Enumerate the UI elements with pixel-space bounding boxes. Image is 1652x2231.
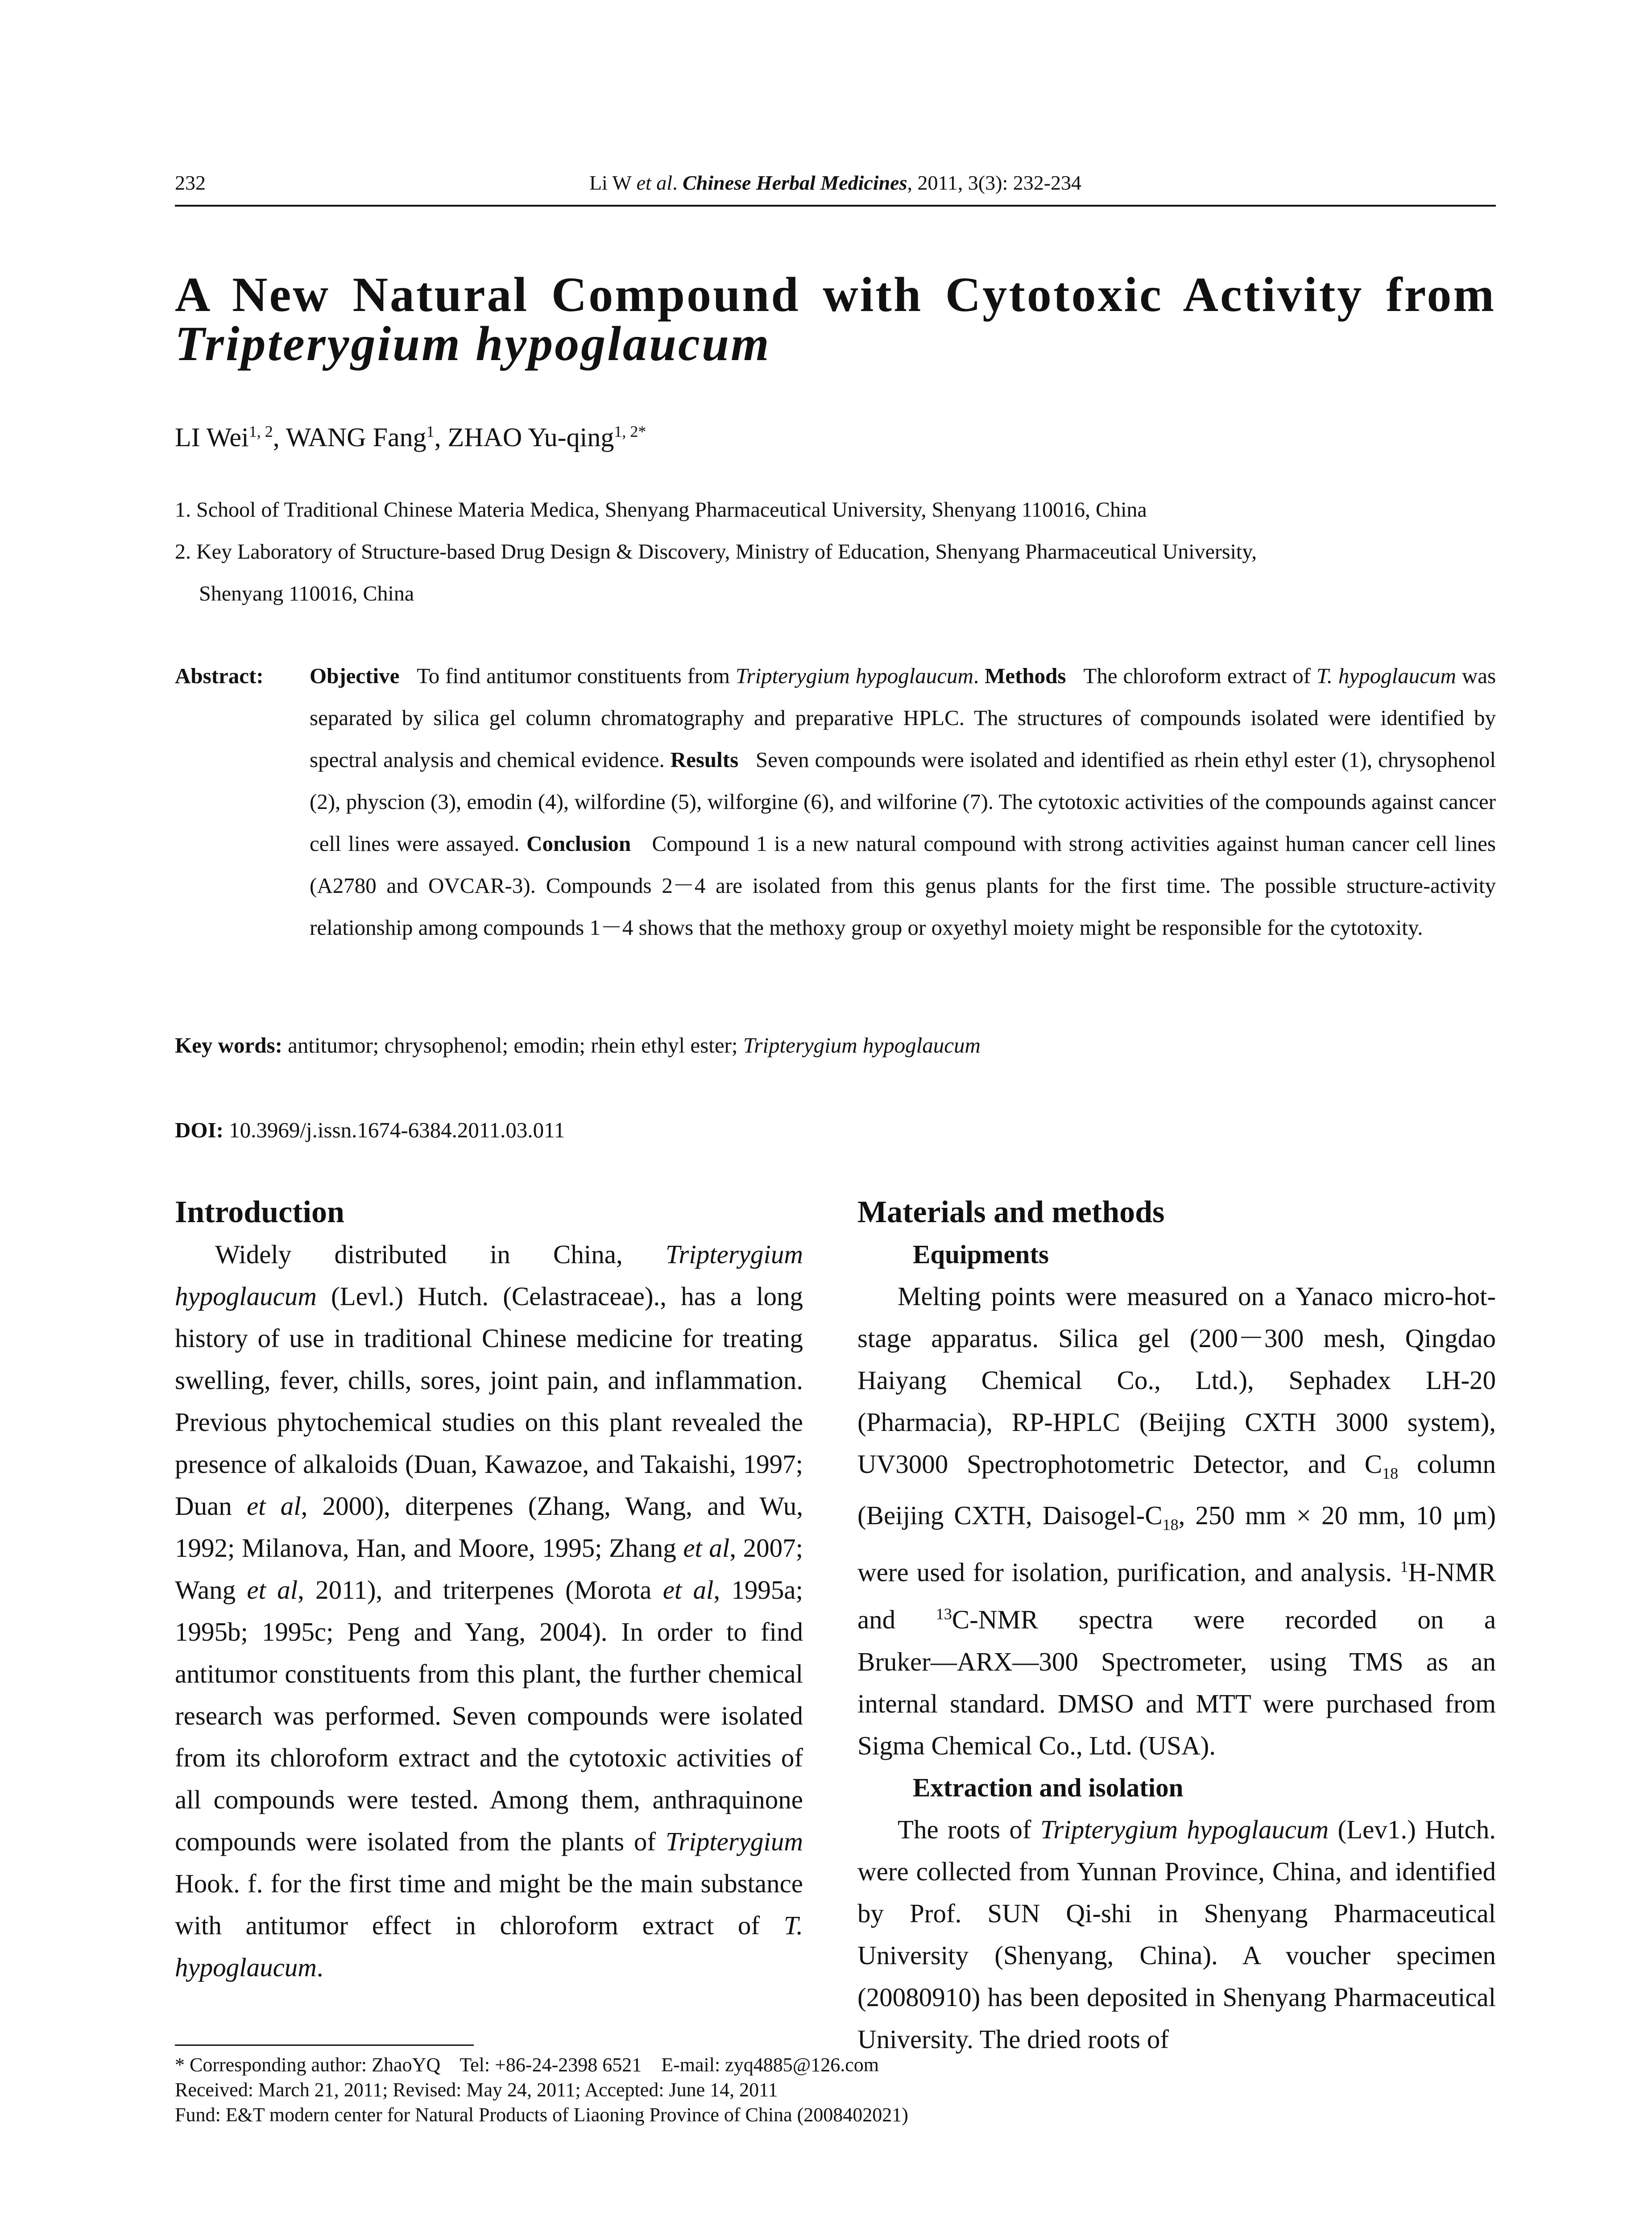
title-line-2: Tripterygium hypoglaucum bbox=[175, 316, 771, 371]
abstract bbox=[175, 655, 1496, 949]
article-title bbox=[175, 267, 1496, 371]
footnotes bbox=[175, 2053, 908, 2127]
affiliation-1: 1. School of Traditional Chinese Materia Medica, Shenyang Pharmaceutical University, Shenyang 110016, China bbox=[175, 498, 1147, 522]
methods-column bbox=[857, 1191, 1496, 2060]
received-dates: Received: March 21, 2011; Revised: May 24, 2011; Accepted: June 14, 2011 bbox=[175, 2079, 778, 2101]
footnote-rule bbox=[175, 2044, 474, 2046]
abstract-body: Objective To find antitumor constituents from Tripterygium hypoglaucum. Methods The chloroform extract of T. hypoglaucum was separated by silica gel column chromatography and preparative HPLC. The structures of compounds isolated were identified by spectral analysis and chemical evidence. Results Seven compounds were isolated and identified as rhein ethyl ester (1), chrysophenol (2), physcion (3), emodin (4), wilfordine (5), wilforgine (6), and wilforine (7). The cytotoxic activities of the compounds against cancer cell lines were assayed. Conclusion Compound 1 is a new natural compound with strong activities against human cancer cell lines (A2780 and OVCAR-3). Compounds 2－4 are isolated from this genus plants for the first time. The possible structure-activity relationship among compounds 1－4 shows that the methoxy group or oxyethyl moiety might be responsible for the cytotoxity. bbox=[310, 663, 1496, 940]
fund-note: Fund: E&T modern center for Natural Products of Liaoning Province of China (2008402021) bbox=[175, 2104, 908, 2126]
doi: DOI: 10.3969/j.issn.1674-6384.2011.03.011 bbox=[175, 1118, 565, 1142]
equipments-heading: Equipments bbox=[913, 1240, 1049, 1269]
corresponding-author: * Corresponding author: ZhaoYQ Tel: +86-24-2398 6521 E-mail: zyq4885@126.com bbox=[175, 2054, 879, 2076]
title-line-1: A New Natural Compound with Cytotoxic Activity from bbox=[175, 267, 1496, 322]
keywords: Key words: antitumor; chrysophenol; emodin; rhein ethyl ester; Tripterygium hypoglaucum bbox=[175, 1033, 981, 1057]
page-header bbox=[175, 171, 1496, 207]
running-head: Li W et al. Chinese Herbal Medicines, 2011, 3(3): 232-234 bbox=[589, 171, 1082, 194]
author-list: LI Wei$^{1, 2}$, WANG Fang$^1$, ZHAO Yu-qing$^{1, 2*}$ bbox=[175, 423, 646, 452]
introduction-heading: Introduction bbox=[175, 1195, 344, 1229]
page-number: 232 bbox=[175, 171, 206, 194]
equipments-paragraph: Melting points were measured on a Yanaco micro-hot-stage apparatus. Silica gel (200－300 mesh, Qingdao Haiyang Chemical Co., Ltd.), Sephadex LH-20 (Pharmacia), RP-HPLC (Beijing CXTH 3000 system), UV3000 Spectrophotometric Detector, and $C_{18}$ column (Beijing CXTH, Daisogel-$C_{18}$, 250 mm × 20 mm, 10 μm) were used for isolation, purification, and analysis. $^1$H-NMR and $^{13}$C-NMR spectra were recorded on a Bruker―ARX―300 Spectrometer, using TMS as an internal standard. DMSO and MTT were purchased from Sigma Chemical Co., Ltd. (USA). bbox=[857, 1281, 1496, 1760]
extraction-heading: Extraction and isolation bbox=[913, 1772, 1184, 1802]
introduction-paragraph: Widely distributed in China, Tripterygium hypoglaucum (Levl.) Hutch. (Celastraceae)., has a long history of use in traditional Chinese medicine for treating swelling, fever, chills, sores, joint pain, and inflammation. Previous phytochemical studies on this plant revealed the presence of alkaloids (Duan, Kawazoe, and Takaishi, 1997; Duan et al, 2000), diterpenes (Zhang, Wang, and Wu, 1992; Milanova, Han, and Moore, 1995; Zhang et al, 2007; Wang et al, 2011), and triterpenes (Morota et al, 1995a; 1995b; 1995c; Peng and Yang, 2004). In order to find antitumor constituents from this plant, the further chemical research was performed. Seven compounds were isolated from its chloroform extract and the cytotoxic activities of all compounds were tested. Among them, anthraquinone compounds were isolated from the plants of Tripterygium Hook. f. for the first time and might be the main substance with antitumor effect in chloroform extract of T. hypoglaucum. bbox=[175, 1240, 803, 1982]
abstract-label: Abstract: bbox=[175, 663, 264, 688]
extraction-paragraph: The roots of Tripterygium hypoglaucum (Lev1.) Hutch. were collected from Yunnan Province, China, and identified by Prof. SUN Qi-shi in Shenyang Pharmaceutical University (Shenyang, China). A voucher specimen (20080910) has been deposited in Shenyang Pharmaceutical University. The dried roots of bbox=[857, 1814, 1496, 2054]
introduction-column bbox=[175, 1191, 803, 1988]
methods-heading: Materials and methods bbox=[857, 1195, 1165, 1229]
affiliation-2: 2. Key Laboratory of Structure-based Drug Design & Discovery, Ministry of Education, Shenyang Pharmaceutical University, Shenyang 110016, China bbox=[175, 540, 1257, 605]
